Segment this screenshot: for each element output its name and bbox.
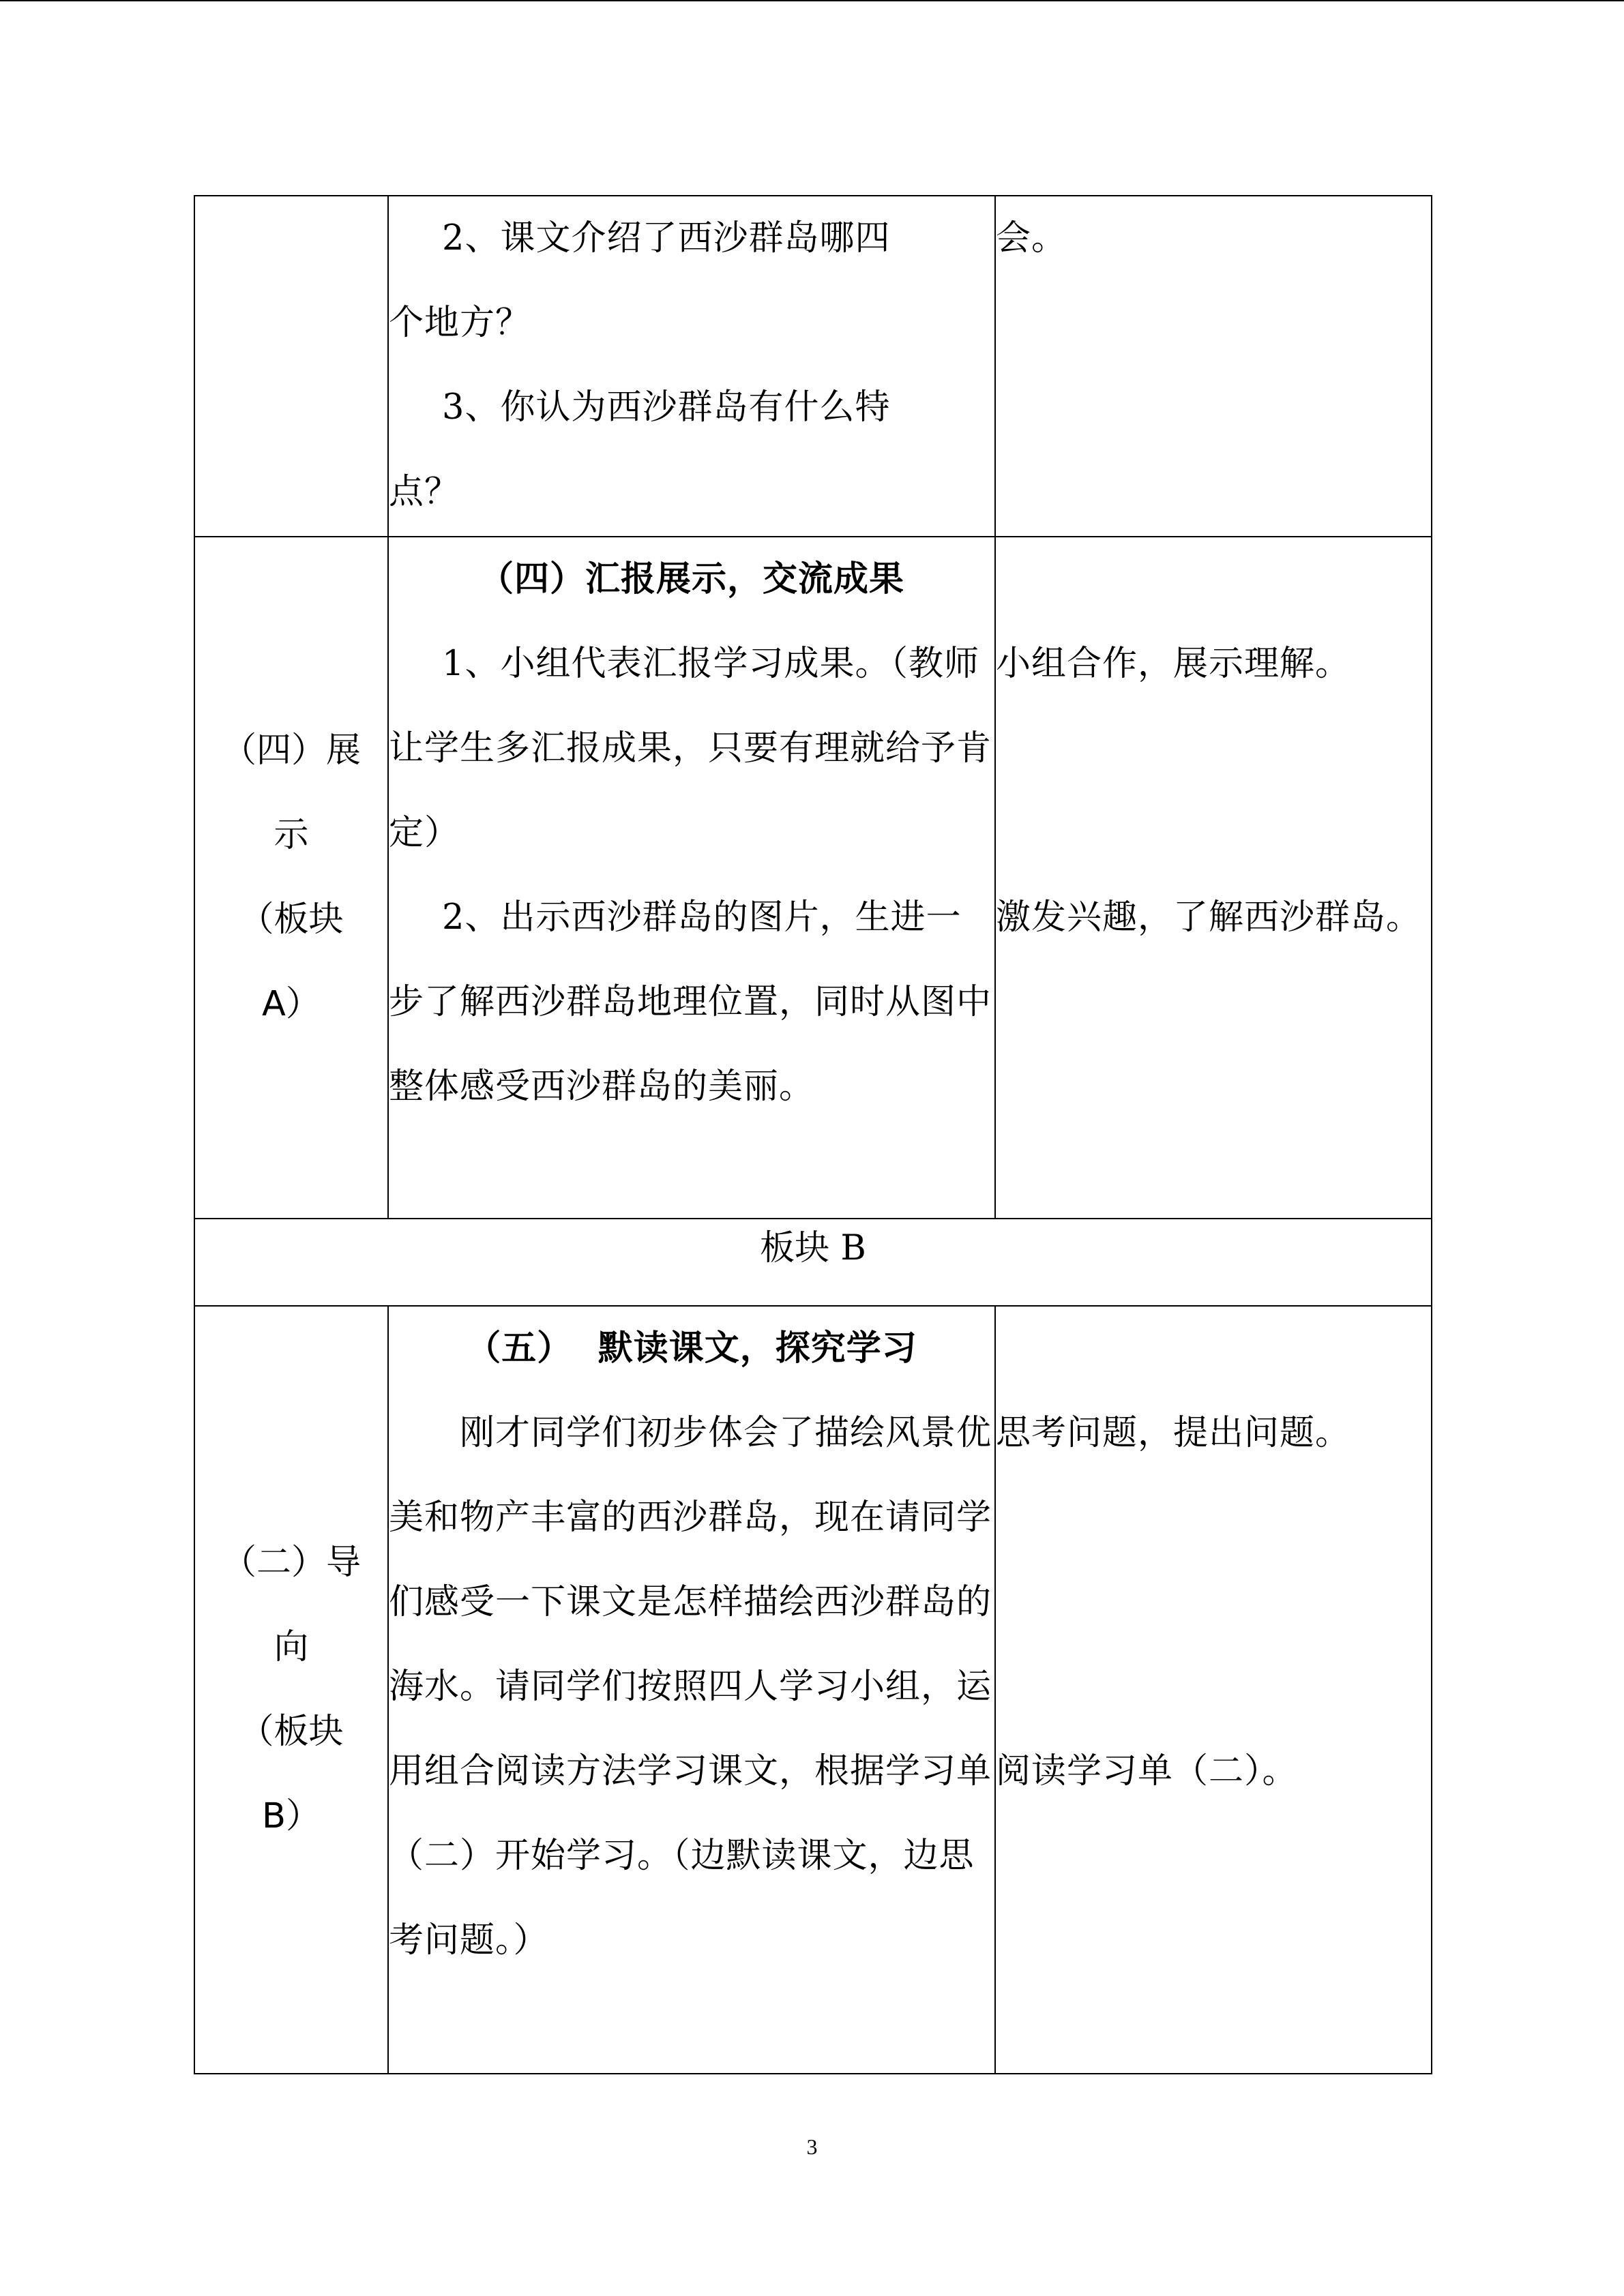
activity-cell: [388, 196, 995, 537]
intent-cell-show: [995, 537, 1432, 1219]
intent-text-worksheet: 阅读学习单（二）。: [996, 1751, 1298, 1791]
page-number: 3: [806, 2134, 818, 2159]
intent-text-interest: 激发兴趣，了解西沙群岛。: [996, 897, 1422, 938]
paragraph-pictures: 2、出示西沙群岛的图片，生进一步了解西沙群岛地理位置，同时从图中整体感受西沙群岛的美丽。: [389, 897, 992, 1107]
table-row-guide: [194, 1306, 1432, 2074]
question-3-line-2: 点？: [389, 472, 460, 512]
intent-text-think: 思考问题，提出问题。: [996, 1413, 1351, 1453]
spacer: [996, 537, 1431, 622]
stage-line: （四）展: [221, 730, 361, 771]
section-b-label: 板块 B: [194, 1219, 1432, 1306]
stage-cell-empty: [194, 196, 388, 537]
table-row-section-b: [194, 1219, 1432, 1306]
activity-cell-guide: [388, 1306, 995, 2074]
stage-cell-guide: [194, 1306, 388, 2074]
spacer: [996, 706, 1431, 791]
stage-label-show: [195, 709, 387, 1047]
paragraph-guide: 刚才同学们初步体会了描绘风景优美和物产丰富的西沙群岛，现在请同学们感受一下课文是怎样描绘西沙群岛的海水。请同学们按照四人学习小组，运用组合阅读方法学习课文，根据学习单（二）开始学习。（边默读课文，边思考问题。）: [389, 1413, 992, 1960]
table-row-continuation: [194, 196, 1432, 537]
paragraph-report: 1、小组代表汇报学习成果。（教师让学生多汇报成果，只要有理就给予肯定）: [389, 644, 992, 853]
stage-line: 向: [274, 1627, 309, 1667]
question-3-line-1: 3、你认为西沙群岛有什么特: [442, 387, 891, 428]
stage-line: B）: [262, 1796, 321, 1836]
spacer: [996, 791, 1431, 876]
question-2-line-1: 2、课文介绍了西沙群岛哪四: [442, 218, 891, 258]
section-heading-show: （四）汇报展示，交流成果: [478, 559, 904, 599]
activity-cell-show: [388, 537, 995, 1219]
intent-cell: [995, 196, 1432, 537]
stage-cell-show: [194, 537, 388, 1219]
table-row-show: [194, 537, 1432, 1219]
stage-line: （板块: [239, 1712, 344, 1752]
intent-text-cooperate: 小组合作，展示理解。: [996, 644, 1351, 684]
stage-line: A）: [262, 984, 321, 1024]
stage-line: （二）导: [221, 1542, 361, 1583]
stage-line: 示: [274, 815, 309, 855]
lesson-plan-table: [194, 195, 1432, 2074]
spacer: [996, 1307, 1431, 1391]
stage-line: （板块: [239, 899, 344, 940]
spacer: [996, 1645, 1431, 1729]
spacer: [996, 1476, 1431, 1560]
question-2-line-2: 个地方？: [389, 303, 531, 343]
stage-label-guide: [195, 1521, 387, 1859]
intent-cell-guide: [995, 1306, 1432, 2074]
intent-text: 会。: [996, 218, 1067, 258]
section-heading-guide: （五） 默读课文，探究学习: [466, 1328, 917, 1369]
spacer: [996, 1560, 1431, 1645]
